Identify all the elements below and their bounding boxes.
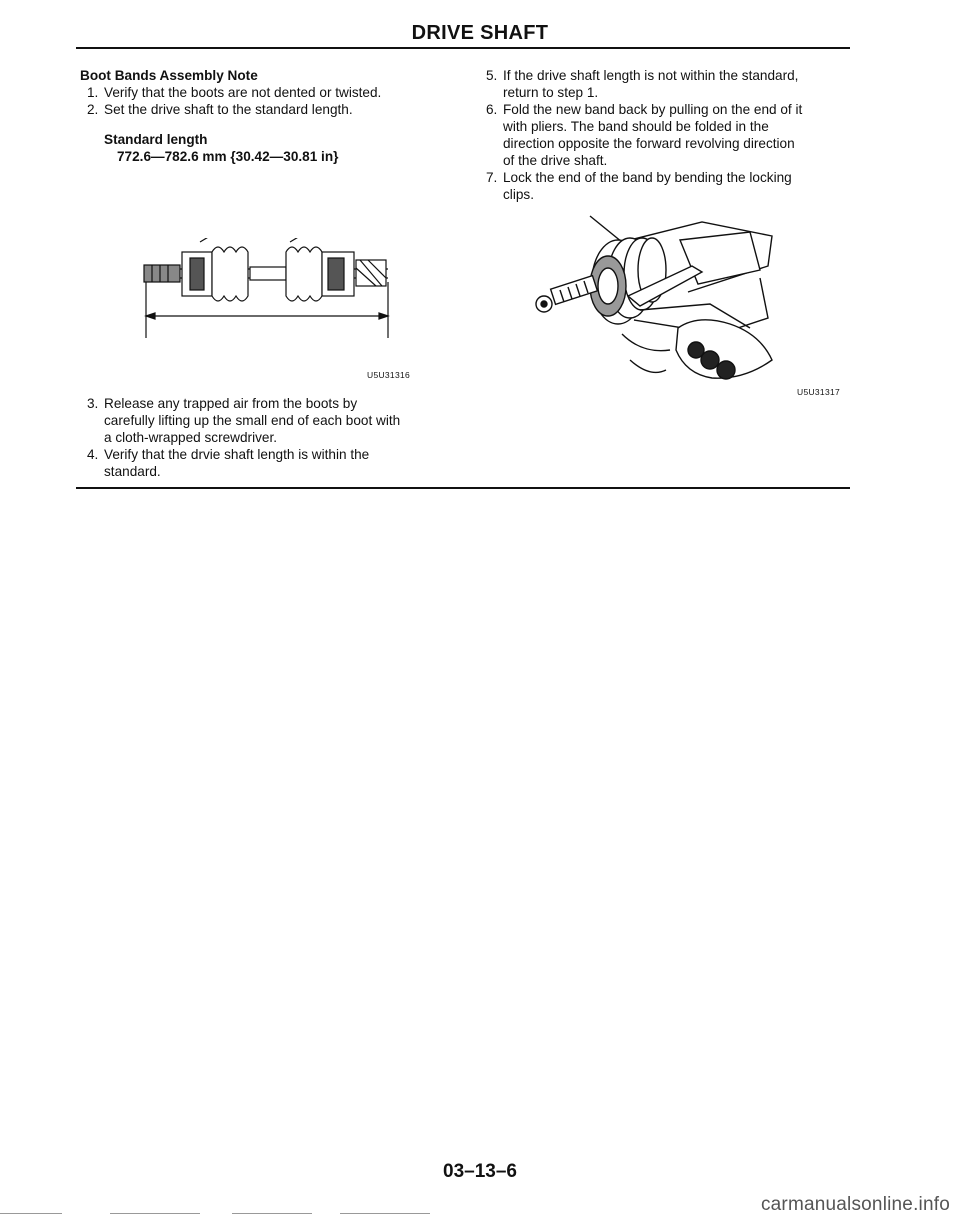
- dimension-arrow-left: [146, 313, 155, 319]
- step-text: standard.: [104, 464, 161, 479]
- left-boot: [212, 247, 248, 301]
- pliers-figure: [530, 210, 800, 390]
- step-text: Lock the end of the band by bending the locking: [503, 170, 792, 185]
- step-number: 7.: [486, 170, 498, 185]
- step-text: Fold the new band back by pulling on the end of it: [503, 102, 803, 117]
- spline-shaft: [551, 276, 598, 305]
- section-heading: Boot Bands Assembly Note: [80, 68, 258, 83]
- step-text: return to step 1.: [503, 85, 599, 100]
- step-number: 6.: [486, 102, 498, 117]
- step-text: Set the drive shaft to the standard length.: [104, 102, 353, 117]
- step-text: Verify that the boots are not dented or twisted.: [104, 85, 382, 100]
- step-number: 4.: [87, 447, 99, 462]
- step-text: with pliers. The band should be folded in the: [503, 119, 769, 134]
- watermark: carmanualsonline.info: [760, 1194, 950, 1215]
- mid-shaft: [250, 267, 286, 280]
- footer-dash: [0, 1213, 62, 1214]
- page-number: 03–13–6: [443, 1161, 517, 1182]
- drive-shaft-figure: [130, 238, 400, 350]
- step-text: carefully lifting up the small end of each boot with: [104, 413, 401, 428]
- step-text: Release any trapped air from the boots by: [104, 396, 358, 411]
- standard-length-label: Standard length: [104, 132, 208, 147]
- right-boot: [286, 247, 322, 301]
- step-text: a cloth-wrapped screwdriver.: [104, 430, 278, 445]
- step-number: 3.: [87, 396, 99, 411]
- figure-id-right: U5U31317: [797, 387, 841, 397]
- step-number: 5.: [486, 68, 498, 83]
- step-text: clips.: [503, 187, 534, 202]
- step-number: 1.: [87, 85, 99, 100]
- left-spline: [144, 265, 180, 282]
- header-rule: [76, 47, 850, 49]
- step-number: 2.: [87, 102, 99, 117]
- footer-dash: [110, 1213, 200, 1214]
- figure-id-left: U5U31316: [367, 370, 411, 380]
- footer-dash: [340, 1213, 430, 1214]
- step-text: Verify that the drvie shaft length is within the: [104, 447, 370, 462]
- dimension-arrow-right: [379, 313, 388, 319]
- step-text: of the drive shaft.: [503, 153, 608, 168]
- standard-length-value: 772.6—782.6 mm {30.42—30.81 in}: [117, 149, 339, 164]
- step-text: If the drive shaft length is not within the standard,: [503, 68, 799, 83]
- section-divider: [76, 487, 850, 489]
- footer-dash: [232, 1213, 312, 1214]
- step-text: direction opposite the forward revolving direction: [503, 136, 795, 151]
- section-title: DRIVE SHAFT: [411, 22, 549, 44]
